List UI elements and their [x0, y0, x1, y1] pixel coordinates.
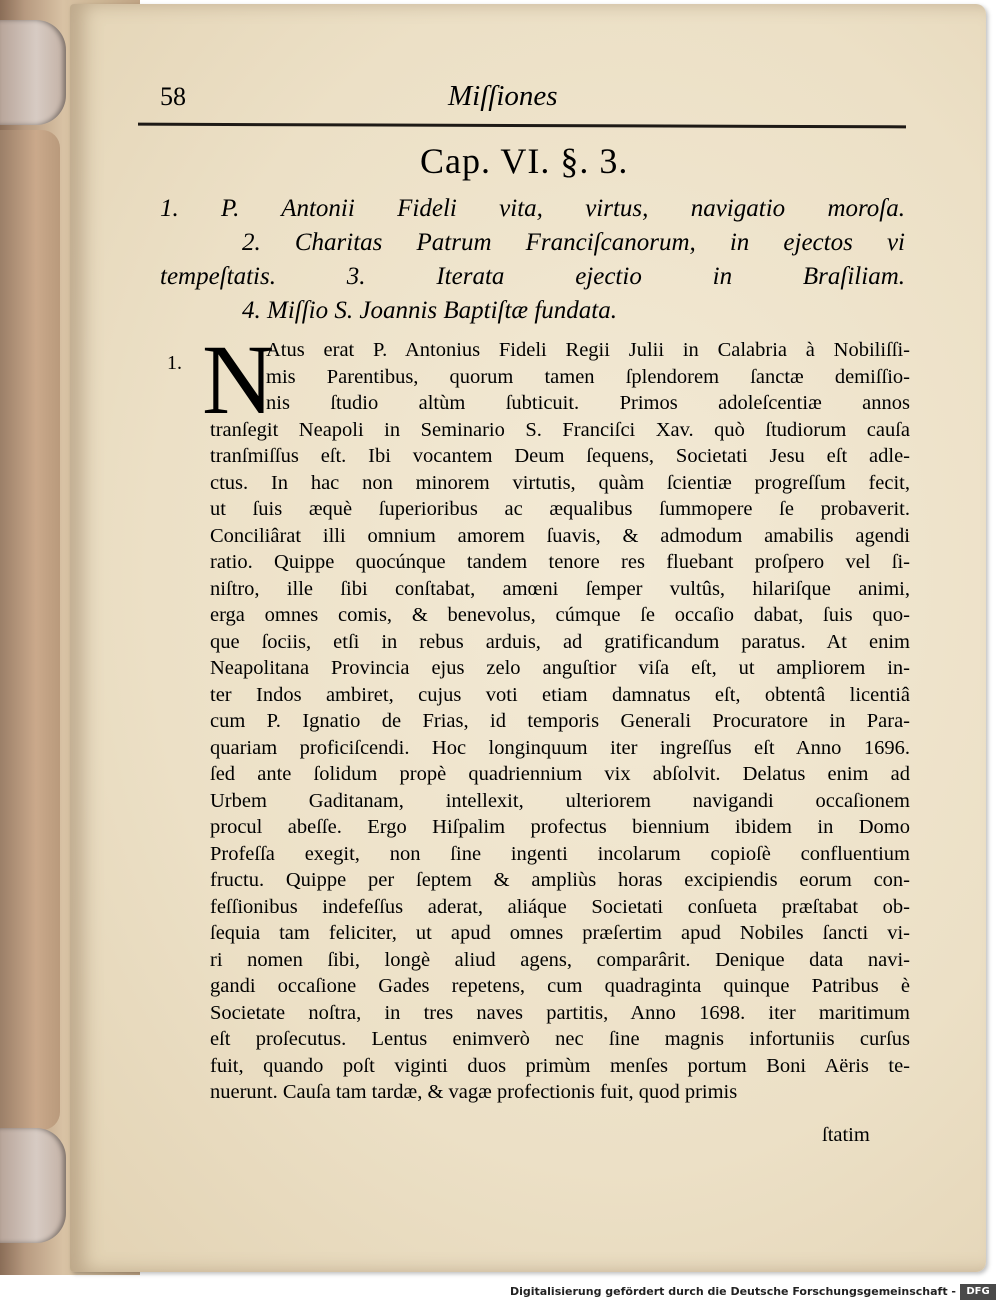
body-line: ratio. Quippe quocúnque tandem tenore res fluebant proſpero vel ſi-	[210, 551, 910, 573]
body-line: fructu. Quippe per ſeptem & ampliùs horas excipiendis eorum con-	[210, 869, 910, 891]
body-line: tranſmiſſus eſt. Ibi vocantem Deum ſequens, Societati Jesu eſt adle-	[210, 445, 910, 467]
chapter-heading: Cap. VI. §. 3.	[420, 141, 629, 181]
chapter-summary	[160, 192, 905, 328]
body-line: ter Indos ambiret, cujus voti etiam damnatus eſt, obtentâ licentiâ	[210, 683, 910, 706]
body-text	[210, 337, 910, 1106]
body-line: nuerunt. Cauſa tam tardæ, & vagæ profectionis fuit, quod primis	[210, 1081, 738, 1103]
body-line: que ſociis, etſi in rebus arduis, ad gratificandum paratus. At enim	[210, 630, 910, 653]
scanner-clip-bottom	[0, 1128, 66, 1243]
dfg-logo: DFG	[960, 1284, 996, 1300]
body-line: ſed ante ſolidum propè quadriennium vix abſolvit. Delatus enim ad	[210, 763, 910, 785]
body-line: quariam proficiſcendi. Hoc longinquum iter ingreſſus eſt Anno 1696.	[210, 736, 910, 759]
body-line: gandi occaſione Gades repetens, cum quadraginta quinque Patribus è	[210, 975, 910, 997]
body-line: erga omnes comis, & benevolus, cúmque ſe occaſio dabat, ſuis quo-	[210, 604, 910, 626]
drop-cap: N	[202, 324, 275, 435]
summary-line: 1. P. Antonii Fideli vita, virtus, navigatio moroſa.	[160, 195, 905, 222]
summary-line: tempeſtatis. 3. Iterata ejectio in Braſiliam.	[160, 263, 905, 290]
summary-line: 4. Miſſio S. Joannis Baptiſtæ fundata.	[242, 297, 617, 324]
page-number: 58	[160, 82, 186, 111]
section-number: 1.	[167, 352, 182, 374]
funding-credit: Digitalisierung gefördert durch die Deutsche Forschungsgemeinschaft -	[509, 1285, 956, 1298]
body-line: ctus. In hac non minorem virtutis, quàm ſcientiæ progreſſum fecit,	[210, 471, 910, 494]
body-line: fuit, quando poſt viginti duos primùm menſes portum Boni Aëris te-	[210, 1054, 910, 1077]
body-line: ri nomen ſibi, longè aliud agens, comparârit. Denique data navi-	[210, 948, 910, 971]
body-line: eſt proſecutus. Lentus enimverò nec ſine magnis infortuniis curſus	[210, 1028, 910, 1050]
footer-bar	[0, 1283, 1000, 1304]
body-line: mis Parentibus, quorum tamen ſplendorem ſanctæ demiſſio-	[266, 365, 910, 388]
body-line: feſſionibus indefeſſus aderat, aliáque Societati conſueta præſtabat ob-	[210, 895, 910, 918]
body-line: Urbem Gaditanam, intellexit, ulteriorem navigandi occaſionem	[210, 789, 910, 812]
body-line: ut ſuis æquè ſuperioribus ac æqualibus ſummopere ſe probaverit.	[210, 498, 910, 520]
body-line: Atus erat P. Antonius Fideli Regii Julii in Calabria à Nobiliſſi-	[266, 339, 910, 361]
scanner-clip-top	[0, 20, 66, 125]
body-line: procul abeſſe. Ergo Hiſpalim profectus biennium ibidem in Domo	[210, 816, 910, 838]
body-line: Conciliârat illi omnium amorem ſuavis, & admodum amabilis agendi	[210, 524, 910, 547]
running-head	[160, 82, 900, 122]
body-line: Societate noſtra, in tres naves partitis, Anno 1698. iter maritimum	[210, 1001, 910, 1024]
body-line: tranſegit Neapoli in Seminario S. Franciſci Xav. quò ſtudiorum cauſa	[210, 418, 910, 441]
page-edge	[0, 130, 60, 1130]
summary-line: 2. Charitas Patrum Franciſcanorum, in ejectos vi	[242, 229, 905, 256]
running-title: Miſſiones	[448, 80, 558, 112]
body-line: niſtro, ille ſibi conſtabat, amœni ſemper vultûs, hilariſque animi,	[210, 577, 910, 600]
body-line: nis ſtudio altùm ſubticuit. Primos adoleſcentiæ annos	[266, 392, 910, 414]
body-line: cum P. Ignatio de Frias, id temporis Generali Procuratore in Para-	[210, 710, 910, 732]
body-line: Profeſſa exegit, non ſine ingenti incolarum copioſè confluentium	[210, 842, 910, 865]
body-line: Neapolitana Provincia ejus zelo anguſtior viſa eſt, ut ampliorem in-	[210, 657, 910, 679]
body-line: ſequia tam feliciter, ut apud omnes præſertim apud Nobiles ſancti vi-	[210, 922, 910, 944]
catchword: ſtatim	[822, 1124, 870, 1146]
